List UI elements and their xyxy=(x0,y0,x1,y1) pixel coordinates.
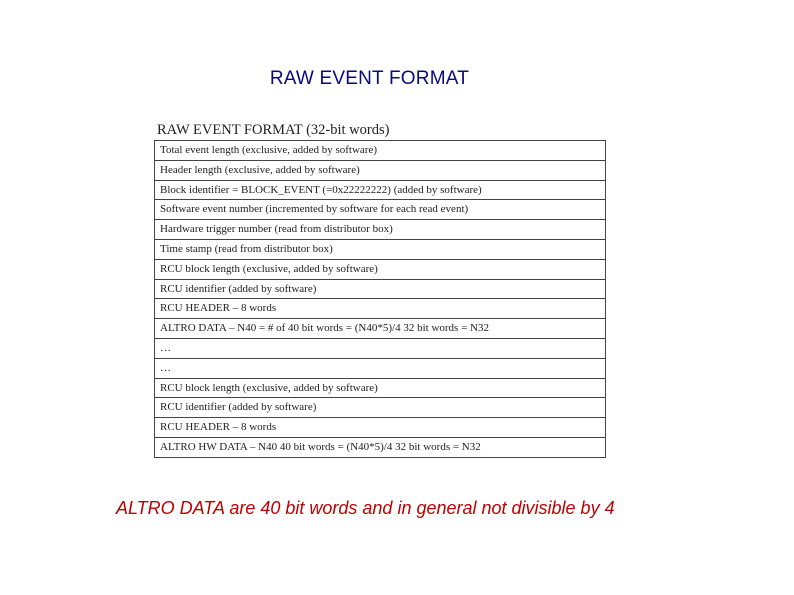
table-row: Software event number (incremented by software for each read event) xyxy=(155,200,605,220)
table-row: ALTRO DATA – N40 = # of 40 bit words = (N40*5)/4 32 bit words = N32 xyxy=(155,319,605,339)
table-row: RCU block length (exclusive, added by software) xyxy=(155,260,605,280)
table-row: … xyxy=(155,359,605,379)
table-row: Header length (exclusive, added by software) xyxy=(155,161,605,181)
table-row: RCU identifier (added by software) xyxy=(155,398,605,418)
table-row: Block identifier = BLOCK_EVENT (=0x22222222) (added by software) xyxy=(155,181,605,201)
table-row: RCU HEADER – 8 words xyxy=(155,299,605,319)
table-row: RCU HEADER – 8 words xyxy=(155,418,605,438)
table-row: Total event length (exclusive, added by software) xyxy=(155,141,605,161)
slide-title-text: RAW EVENT FORMAT xyxy=(269,68,469,89)
raw-event-format-table xyxy=(154,140,606,458)
slide-title xyxy=(0,68,727,90)
table-caption: RAW EVENT FORMAT (32-bit words) xyxy=(157,122,390,138)
table-row: Hardware trigger number (read from distributor box) xyxy=(155,220,605,240)
table-row: ALTRO HW DATA – N40 40 bit words = (N40*5)/4 32 bit words = N32 xyxy=(155,438,605,458)
table-row: RCU identifier (added by software) xyxy=(155,280,605,300)
footer-note: ALTRO DATA are 40 bit words and in general not divisible by 4 xyxy=(116,498,615,518)
table-row: … xyxy=(155,339,605,359)
table-row: Time stamp (read from distributor box) xyxy=(155,240,605,260)
table-row: RCU block length (exclusive, added by software) xyxy=(155,379,605,399)
